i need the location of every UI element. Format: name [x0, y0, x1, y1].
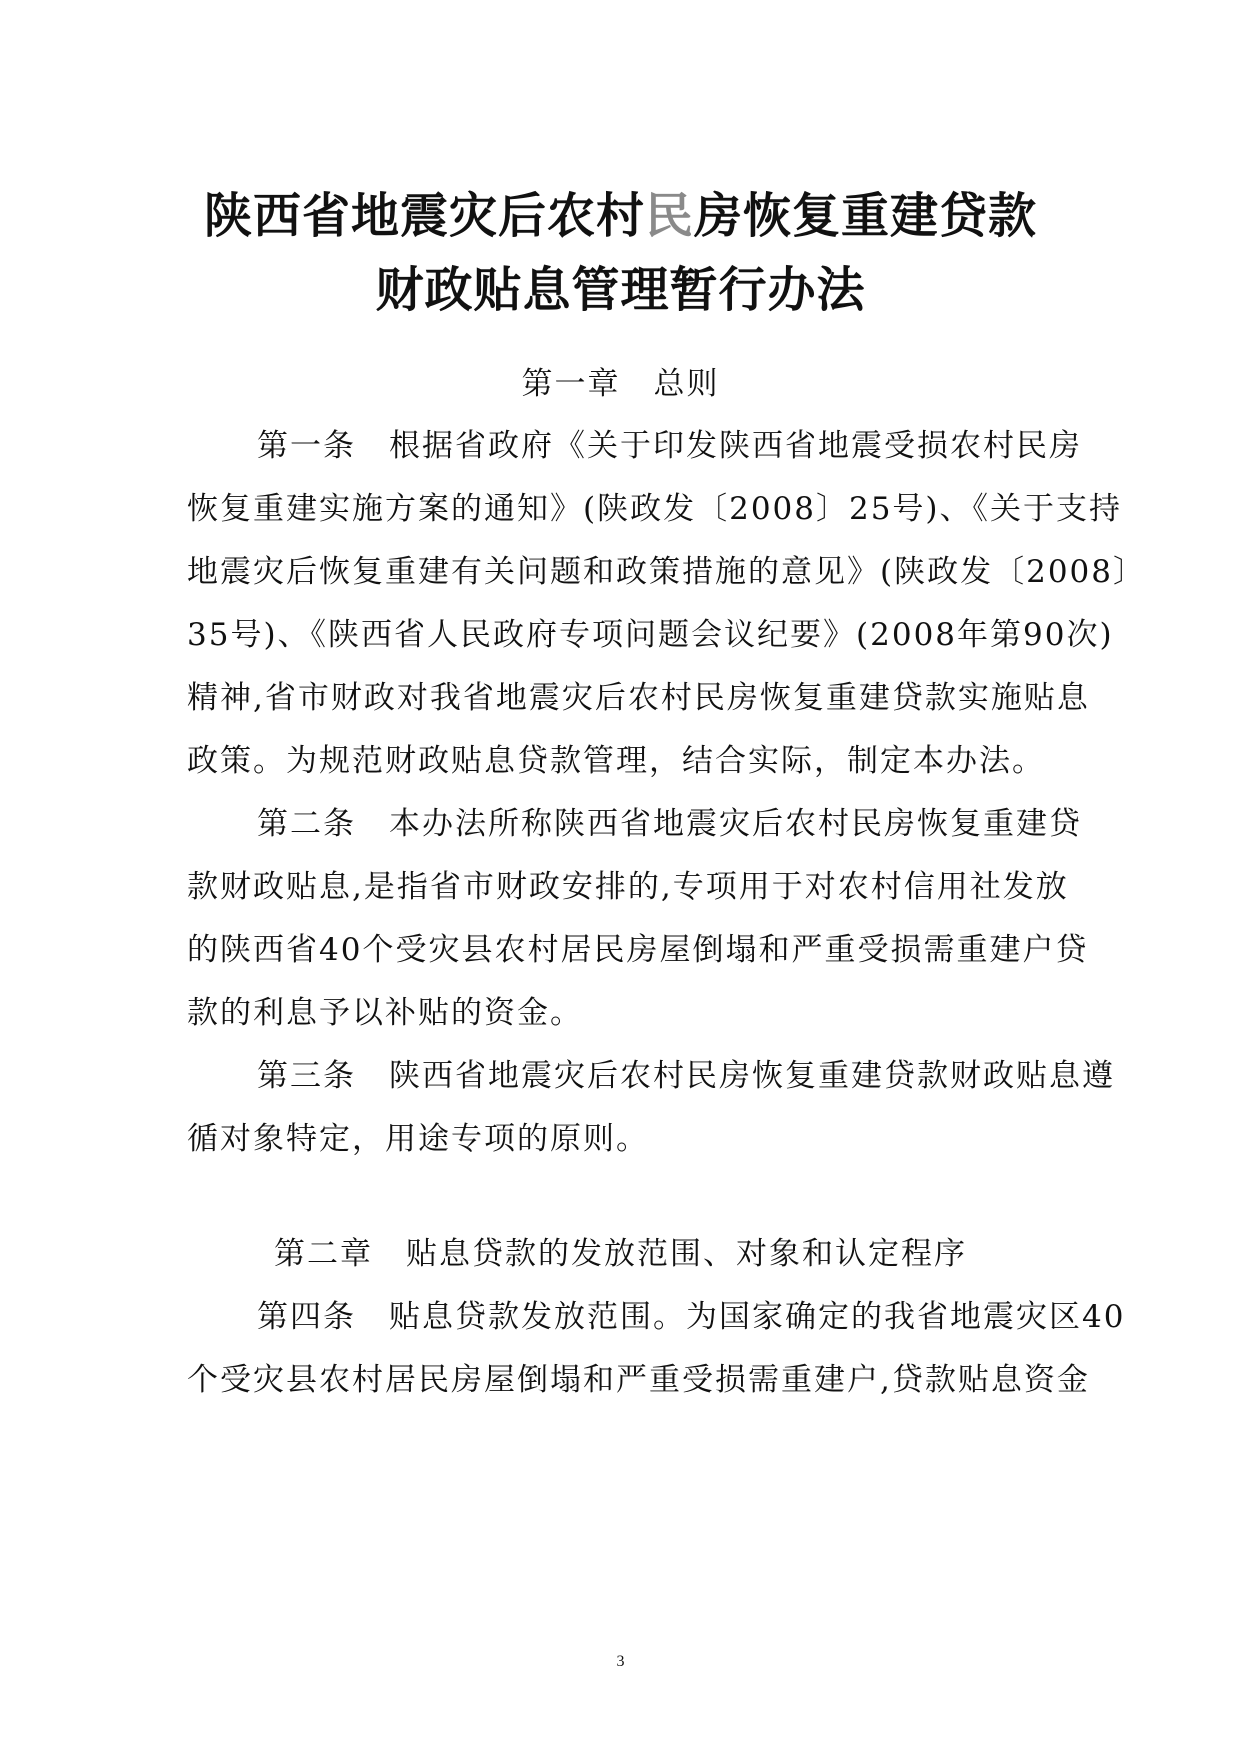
document-title-line-1 [0, 188, 1241, 244]
article-1-line-6: 政策。为规范财政贴息贷款管理，结合实际，制定本办法。 [187, 743, 1045, 779]
article-1-line-5: 精神,省市财政对我省地震灾后农村民房恢复重建贷款实施贴息 [187, 680, 1090, 716]
title-highlighted-char: 民 [644, 188, 694, 244]
title-text-b: 房恢复重建贷款 [694, 188, 1038, 244]
article-3-line-2: 循对象特定，用途专项的原则。 [187, 1121, 649, 1157]
page-number: 3 [616, 1653, 625, 1670]
article-1-line-1: 第一条 根据省政府《关于印发陕西省地震受损农村民房 [257, 428, 1082, 464]
chapter-1-heading: 第一章 总则 [521, 366, 720, 402]
chapter-2-heading: 第二章 贴息贷款的发放范围、对象和认定程序 [274, 1236, 967, 1272]
article-2-line-4: 款的利息予以补贴的资金。 [187, 995, 583, 1031]
article-1-line-4: 35号)、《陕西省人民政府专项问题会议纪要》(2008年第90次) [187, 617, 1114, 653]
article-4-line-1: 第四条 贴息贷款发放范围。为国家确定的我省地震灾区40 [257, 1299, 1126, 1335]
article-1-line-2: 恢复重建实施方案的通知》(陕政发〔2008〕25号)、《关于支持 [187, 491, 1123, 527]
title-text-a: 陕西省地震灾后农村 [203, 188, 645, 244]
article-4-line-2: 个受灾县农村居民房屋倒塌和严重受损需重建户,贷款贴息资金 [187, 1362, 1090, 1398]
article-1-line-3: 地震灾后恢复重建有关问题和政策措施的意见》(陕政发〔2008〕 [187, 554, 1146, 590]
document-title-line-2: 财政贴息管理暂行办法 [375, 262, 866, 318]
article-2-line-3: 的陕西省40个受灾县农村居民房屋倒塌和严重受损需重建户贷 [187, 932, 1089, 968]
article-3-line-1: 第三条 陕西省地震灾后农村民房恢复重建贷款财政贴息遵 [257, 1058, 1115, 1094]
article-2-line-1: 第二条 本办法所称陕西省地震灾后农村民房恢复重建贷 [257, 806, 1082, 842]
article-2-line-2: 款财政贴息,是指省市财政安排的,专项用于对农村信用社发放 [187, 869, 1069, 905]
